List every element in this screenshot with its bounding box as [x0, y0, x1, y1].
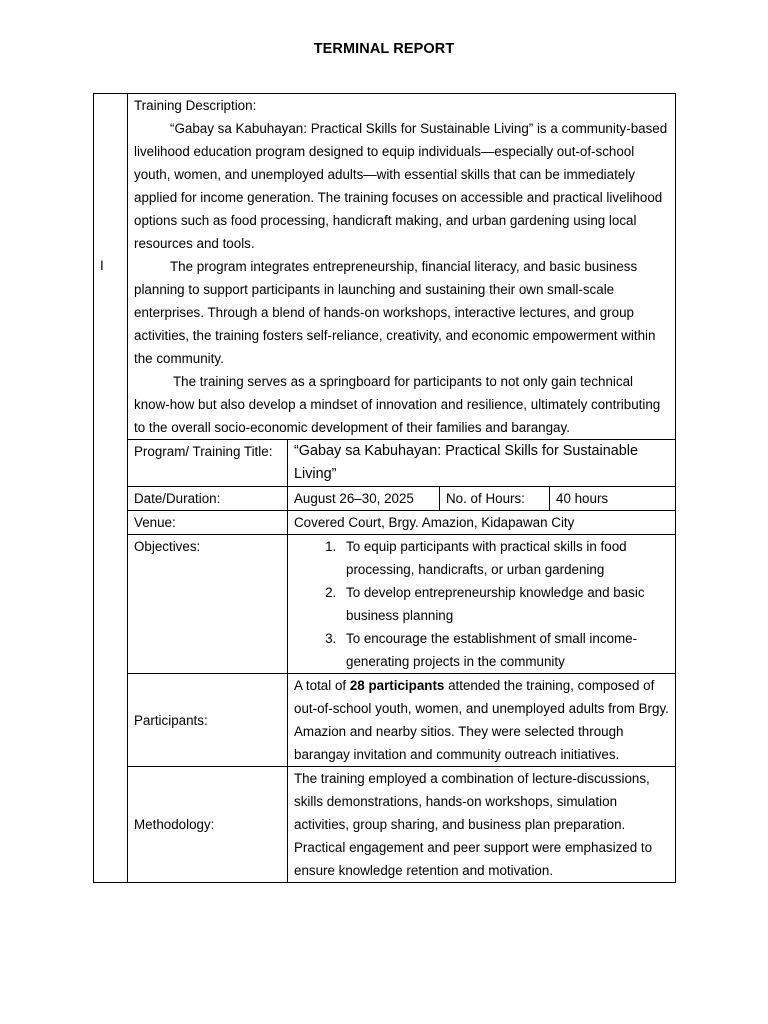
- section-number: I: [94, 94, 128, 883]
- document-title: TERMINAL REPORT: [313, 41, 455, 57]
- training-description-label: Training Description:: [134, 98, 257, 113]
- training-description-row: [94, 94, 676, 440]
- methodology-row: [94, 767, 676, 883]
- venue-value: Covered Court, Brgy. Amazion, Kidapawan City: [288, 511, 676, 535]
- date-duration-label: Date/Duration:: [128, 487, 288, 511]
- participants-value: [288, 674, 676, 767]
- objectives-row: [94, 535, 676, 674]
- objective-item: 1. To equip participants with practical skills in food processing, handicrafts, or urban gardening: [340, 535, 669, 581]
- participants-suffix: attended the training, composed of out-of-school youth, women, and unemployed adults from Brgy. Amazion and nearby sitios. They were selected through barangay invitation and community outreach initiatives.: [294, 678, 669, 762]
- participants-row: [94, 674, 676, 767]
- description-paragraph: The training serves as a springboard for participants to not only gain technical know-how but also develop a mindset of innovation and resilience, ultimately contributing to the overall socio-economic development of their families and barangay.: [134, 374, 661, 435]
- venue-row: [94, 511, 676, 535]
- program-title-label: Program/ Training Title:: [128, 440, 288, 487]
- hours-label: No. of Hours:: [440, 487, 550, 511]
- description-paragraph: The program integrates entrepreneurship, financial literacy, and basic business planning to support participants in launching and sustaining their own small-scale enterprises. Through a blend of hands-on workshops, interactive lectures, and group activities, the training fosters self-reliance, creativity, and economic empowerment within the community.: [134, 259, 656, 366]
- participants-prefix: A total of: [294, 678, 350, 693]
- hours-value: 40 hours: [550, 487, 676, 511]
- objective-item: 3. To encourage the establishment of small income-generating projects in the community: [340, 627, 669, 673]
- venue-label: Venue:: [128, 511, 288, 535]
- program-title-value: “Gabay sa Kabuhayan: Practical Skills for Sustainable Living”: [288, 440, 676, 487]
- report-table: [93, 93, 676, 883]
- objectives-label: Objectives:: [128, 535, 288, 674]
- participants-count: 28 participants: [349, 678, 445, 693]
- methodology-label: Methodology:: [128, 767, 288, 883]
- description-paragraph: “Gabay sa Kabuhayan: Practical Skills for Sustainable Living” is a community-based livelihood education program designed to equip individuals—especially out-of-school youth, women, and unemployed adults—with essential skills that can be immediately applied for income generation. The training focuses on accessible and practical livelihood options such as food processing, handicraft making, and urban gardening using local resources and tools.: [134, 121, 668, 251]
- participants-label: Participants:: [128, 674, 288, 767]
- objective-item: 2. To develop entrepreneurship knowledge and basic business planning: [340, 581, 669, 627]
- objectives-value: [288, 535, 676, 674]
- training-description-cell: [128, 94, 676, 440]
- date-duration-value: August 26–30, 2025: [288, 487, 440, 511]
- program-title-row: [94, 440, 676, 487]
- methodology-value: The training employed a combination of lecture-discussions, skills demonstrations, hands-on workshops, simulation activities, group sharing, and business plan preparation. Practical engagement and peer support were emphasized to ensure knowledge retention and motivation.: [288, 767, 676, 883]
- date-duration-row: [94, 487, 676, 511]
- objectives-list: [294, 535, 669, 673]
